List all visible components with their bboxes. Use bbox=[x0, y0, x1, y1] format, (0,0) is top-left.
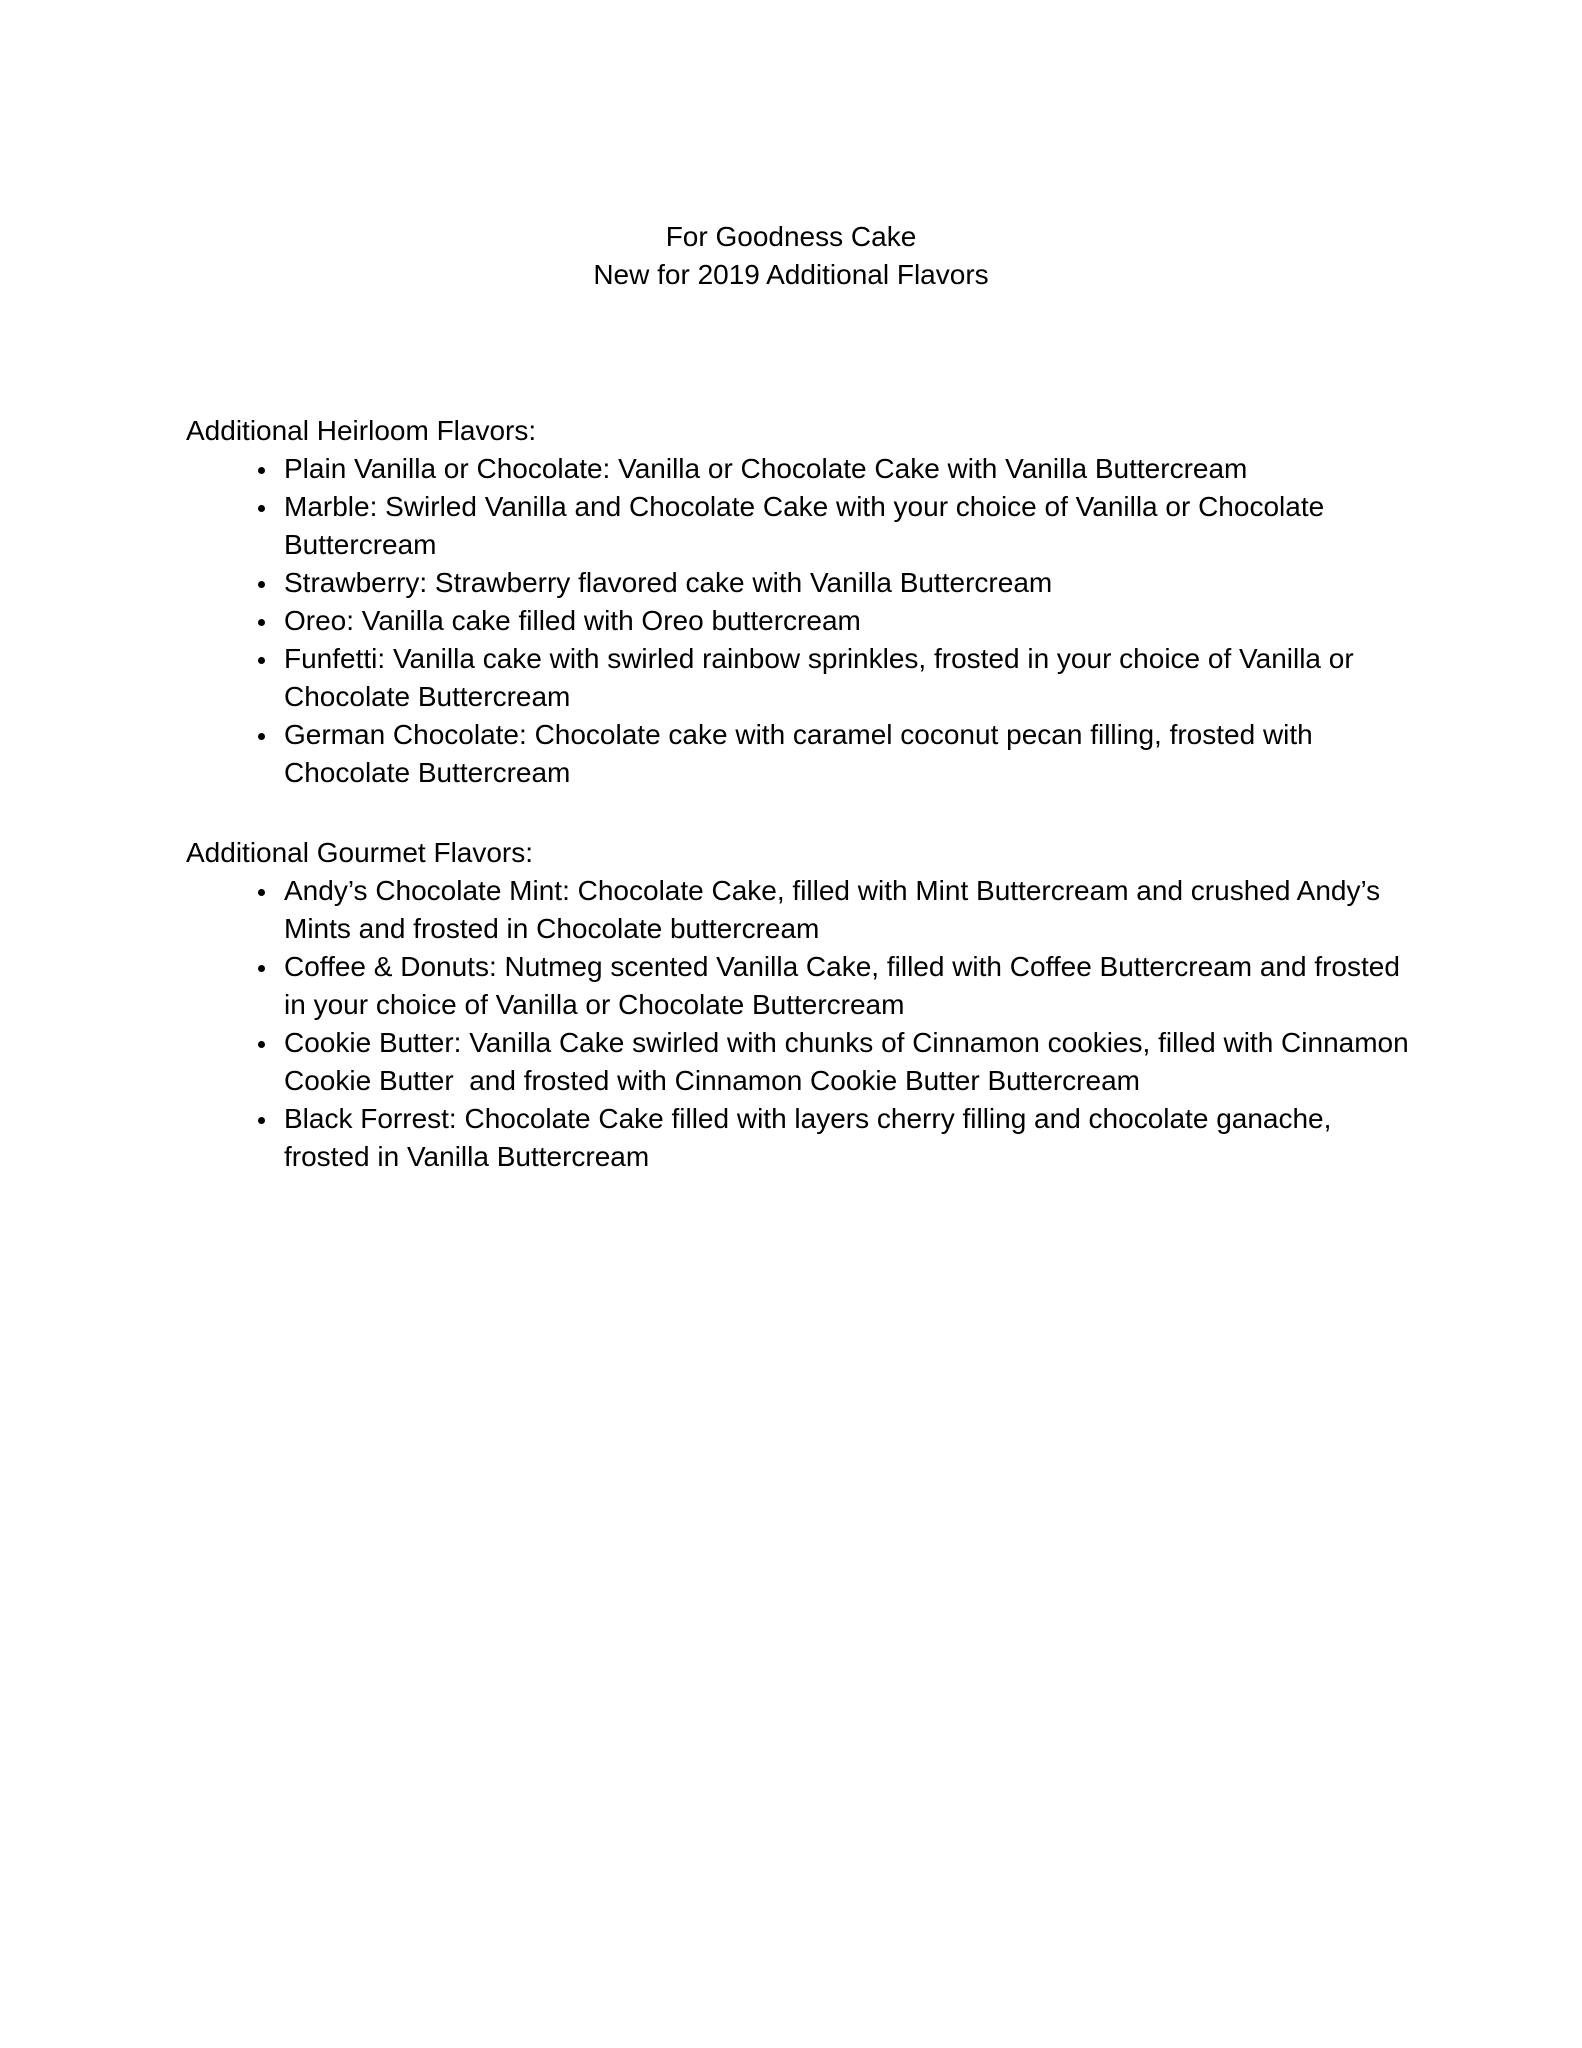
flavor-item: • Andy’s Chocolate Mint: Chocolate Cake, filled with Mint Buttercream and crushed Andy’s Mints and frosted in Chocolate buttercream bbox=[279, 872, 1422, 948]
flavor-item: • Funfetti: Vanilla cake with swirled rainbow sprinkles, frosted in your choice of Vanilla or Chocolate Buttercream bbox=[279, 640, 1422, 716]
gourmet-section-heading: Additional Gourmet Flavors: bbox=[186, 837, 534, 868]
flavor-item: • Cookie Butter: Vanilla Cake swirled with chunks of Cinnamon cookies, filled with Cinnamon Cookie Butter and frosted with Cinnamon Cookie Butter Buttercream bbox=[279, 1024, 1422, 1100]
section-gourmet-flavors bbox=[186, 834, 1422, 1176]
section-heirloom-flavors bbox=[186, 412, 1422, 792]
heirloom-flavor-list bbox=[186, 450, 1422, 792]
gourmet-flavor-list bbox=[186, 872, 1422, 1176]
title-line-2: New for 2019 Additional Flavors bbox=[593, 259, 989, 290]
flavor-item: • Strawberry: Strawberry flavored cake with Vanilla Buttercream bbox=[279, 564, 1422, 602]
heirloom-section-heading: Additional Heirloom Flavors: bbox=[186, 415, 537, 446]
flavor-item: • Plain Vanilla or Chocolate: Vanilla or Chocolate Cake with Vanilla Buttercream bbox=[279, 450, 1422, 488]
title-spacer bbox=[186, 294, 1422, 412]
flavor-item: • Coffee & Donuts: Nutmeg scented Vanilla Cake, filled with Coffee Buttercream and frosted in your choice of Vanilla or Chocolate Buttercream bbox=[279, 948, 1422, 1024]
flavor-item: • German Chocolate: Chocolate cake with caramel coconut pecan filling, frosted with Chocolate Buttercream bbox=[279, 716, 1422, 792]
document-title bbox=[186, 218, 1396, 294]
title-line-1: For Goodness Cake bbox=[665, 221, 917, 252]
flavor-item: • Oreo: Vanilla cake filled with Oreo buttercream bbox=[279, 602, 1422, 640]
flavor-item: • Black Forrest: Chocolate Cake filled with layers cherry filling and chocolate ganache, frosted in Vanilla Buttercream bbox=[279, 1100, 1422, 1176]
flavor-item: • Marble: Swirled Vanilla and Chocolate Cake with your choice of Vanilla or Chocolate Buttercream bbox=[279, 488, 1422, 564]
